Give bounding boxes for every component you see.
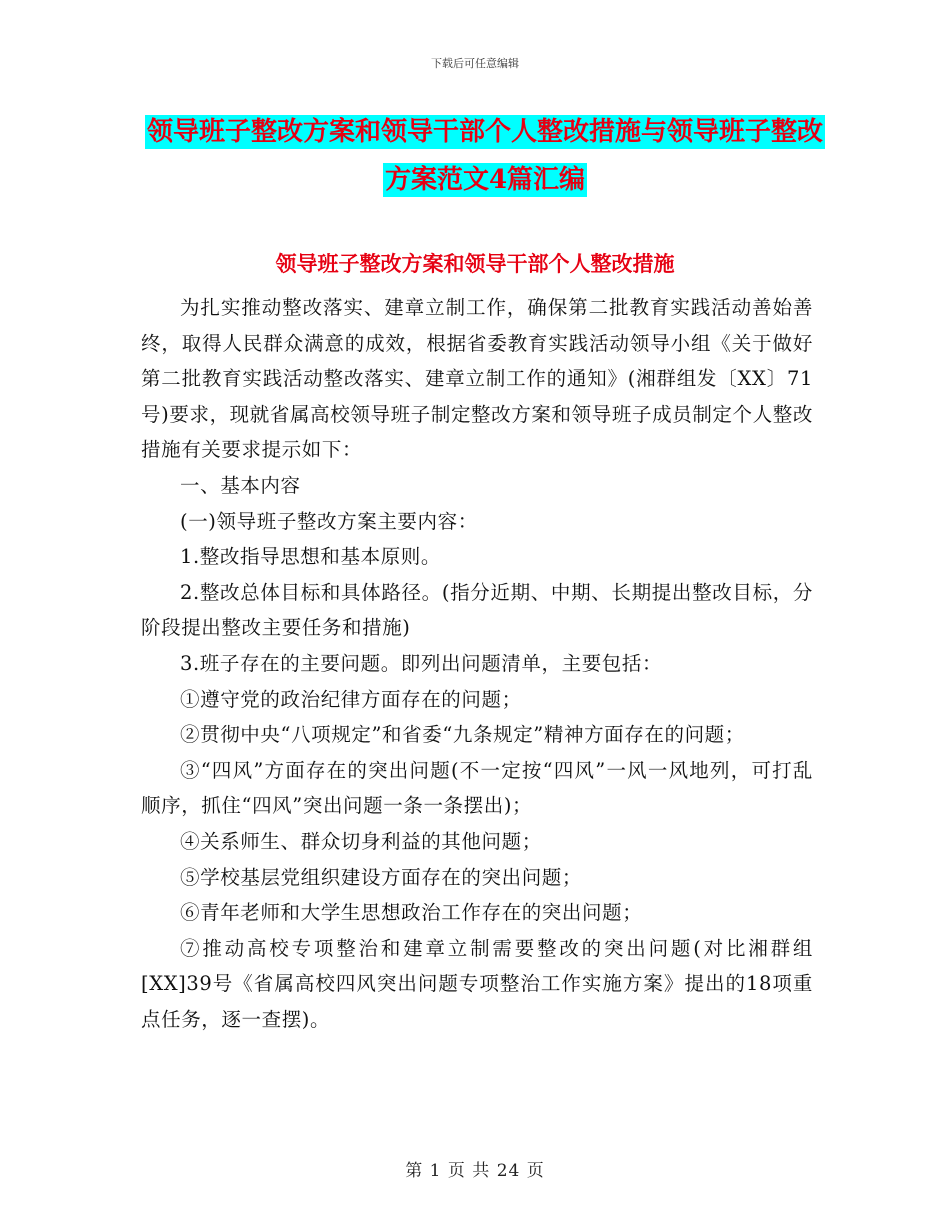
paragraph: 为扎实推动整改落实、建章立制工作，确保第二批教育实践活动善始善终，取得人民群众满意的成效，根据省委教育实践活动领导小组《关于做好第二批教育实践活动整改落实、建章立制工作的通知》(湘群组发〔XX〕71号)要求，现就省属高校领导班子制定整改方案和领导班子成员制定个人整改措施有关要求提示如下： <box>141 296 813 462</box>
paragraph: ④关系师生、群众切身利益的其他问题； <box>180 829 542 853</box>
paragraph: ①遵守党的政治纪律方面存在的问题； <box>180 687 522 711</box>
paragraph: 3.班子存在的主要问题。即列出问题清单，主要包括： <box>180 651 663 675</box>
paragraph: ⑦推动高校专项整治和建章立制需要整改的突出问题(对比湘群组[XX]39号《省属高校四风突出问题专项整治工作实施方案》提出的18项重点任务，逐一查摆)。 <box>141 936 813 1031</box>
paragraph: ⑥青年老师和大学生思想政治工作存在的突出问题； <box>180 901 643 925</box>
paragraph: ③“四风”方面存在的突出问题(不一定按“四风”一风一风地列，可打乱顺序，抓住“四风”突出问题一条一条摆出)； <box>141 758 813 818</box>
header-note: 下载后可任意编辑 <box>431 57 519 70</box>
paragraph: ⑤学校基层党组织建设方面存在的突出问题； <box>180 865 583 889</box>
paragraph: (一)领导班子整改方案主要内容： <box>180 509 478 533</box>
paragraph: 1.整改指导思想和基本原则。 <box>180 545 442 569</box>
page-number-footer: 第 1 页 共 24 页 <box>405 1161 545 1181</box>
section-title: 领导班子整改方案和领导干部个人整改措施 <box>275 251 675 276</box>
document-title <box>140 108 830 204</box>
document-body <box>141 290 813 1037</box>
paragraph: ②贯彻中央“八项规定”和省委“九条规定”精神方面存在的问题； <box>180 723 745 747</box>
paragraph: 2.整改总体目标和具体路径。(指分近期、中期、长期提出整改目标，分阶段提出整改主要任务和措施) <box>141 580 813 640</box>
paragraph: 一、基本内容 <box>180 473 301 497</box>
document-title-text: 领导班子整改方案和领导干部个人整改措施与领导班子整改方案范文4篇汇编 <box>146 117 823 195</box>
